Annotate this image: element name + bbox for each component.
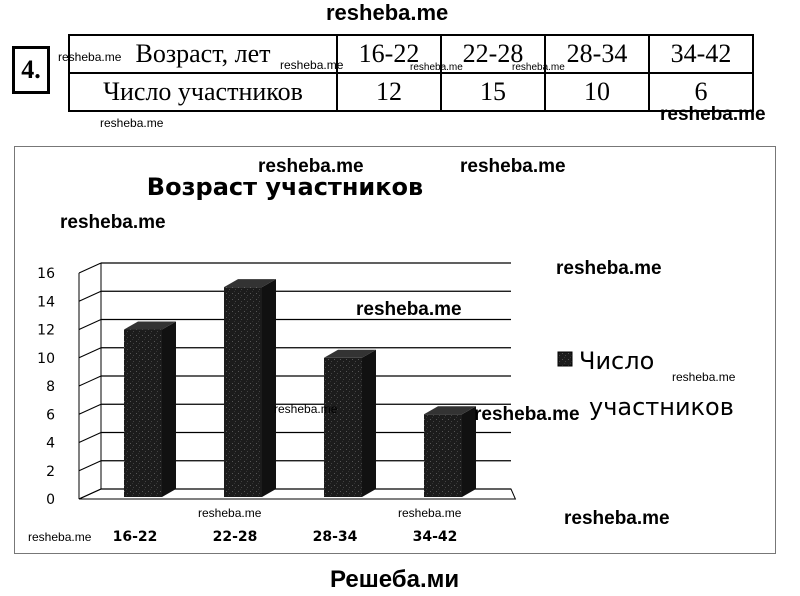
chart-frame — [14, 146, 776, 554]
data-table — [68, 34, 754, 112]
watermark-chart-1: resheba.me — [258, 156, 364, 177]
y-tick-label: 12 — [37, 322, 55, 339]
watermark-table-5: resheba.me — [100, 116, 164, 130]
table-header-age: Возраст, лет — [69, 35, 337, 73]
table-header-count: Число участников — [69, 73, 337, 111]
y-tick-label: 16 — [37, 266, 55, 282]
gridline-side — [79, 461, 101, 471]
x-tick-label: 22-28 — [212, 529, 258, 545]
gridline-side — [79, 404, 101, 414]
bar-16-22 — [124, 322, 176, 498]
table-cell-count-3: 10 — [545, 73, 649, 111]
x-tick-label: 28-34 — [312, 529, 358, 545]
table-cell-count-2: 15 — [441, 73, 545, 111]
bar-front — [424, 414, 462, 497]
watermark-header: resheba.me — [326, 0, 449, 25]
chart-x-axis — [113, 529, 458, 545]
gridline-side — [79, 376, 101, 386]
chart-title: Возраст участников — [146, 173, 424, 201]
bar-front — [124, 330, 162, 498]
gridline-side — [79, 433, 101, 443]
watermark-chart-11: resheba.me — [564, 508, 670, 529]
y-tick-label: 2 — [46, 463, 55, 480]
watermark-table-4: resheba.me — [512, 62, 565, 73]
y-tick-label: 8 — [46, 379, 55, 395]
bar-front — [324, 358, 362, 497]
x-tick-label: 16-22 — [112, 529, 158, 545]
watermark-footer: Решеба.ми — [330, 566, 460, 593]
x-tick-label: 34-42 — [412, 529, 458, 545]
legend-swatch — [558, 352, 572, 366]
chart-legend — [558, 347, 734, 421]
gridline-side — [79, 291, 101, 301]
bar-side — [262, 279, 276, 497]
legend-label-line-1: Число — [579, 347, 655, 375]
watermark-chart-9: resheba.me — [198, 506, 262, 520]
y-tick-label: 6 — [46, 407, 55, 424]
watermark-chart-12: resheba.me — [28, 530, 92, 544]
watermark-chart-4: resheba.me — [556, 258, 662, 279]
gridline-side — [79, 348, 101, 358]
chart-svg — [15, 147, 777, 555]
bar-22-28 — [224, 279, 276, 497]
watermark-table-2: resheba.me — [280, 58, 344, 72]
watermark-table-3: resheba.me — [410, 62, 463, 73]
bar-34-42 — [424, 406, 476, 497]
bar-side — [362, 350, 376, 497]
y-tick-label: 0 — [46, 492, 55, 508]
y-tick-label: 10 — [37, 350, 55, 367]
table-cell-age-4: 34-42 — [649, 35, 753, 73]
watermark-chart-2: resheba.me — [460, 156, 566, 177]
watermark-table-1: resheba.me — [58, 50, 122, 64]
legend-label-line-2: участников — [589, 393, 734, 421]
watermark-chart-10: resheba.me — [398, 506, 462, 520]
table-cell-count-1: 12 — [337, 73, 441, 111]
table-cell-count-4: 6 — [649, 73, 753, 111]
gridline-side — [79, 263, 101, 273]
table-row-count — [69, 73, 753, 111]
watermark-table-6: resheba.me — [660, 104, 766, 125]
bar-28-34 — [324, 350, 376, 497]
bar-side — [162, 322, 176, 498]
table-cell-age-2: 22-28 — [441, 35, 545, 73]
watermark-chart-3: resheba.me — [60, 212, 166, 233]
table-cell-age-3: 28-34 — [545, 35, 649, 73]
watermark-chart-6: resheba.me — [672, 370, 736, 384]
chart-y-axis — [37, 266, 55, 508]
watermark-chart-7: resheba.me — [274, 402, 338, 416]
watermark-chart-5: resheba.me — [356, 299, 462, 320]
bar-front — [224, 287, 262, 497]
gridline-side — [79, 320, 101, 330]
watermark-chart-8: resheba.me — [474, 404, 580, 425]
y-tick-label: 14 — [37, 294, 55, 311]
task-number: 4. — [12, 46, 50, 94]
table-cell-age-1: 16-22 — [337, 35, 441, 73]
y-tick-label: 4 — [46, 435, 55, 452]
